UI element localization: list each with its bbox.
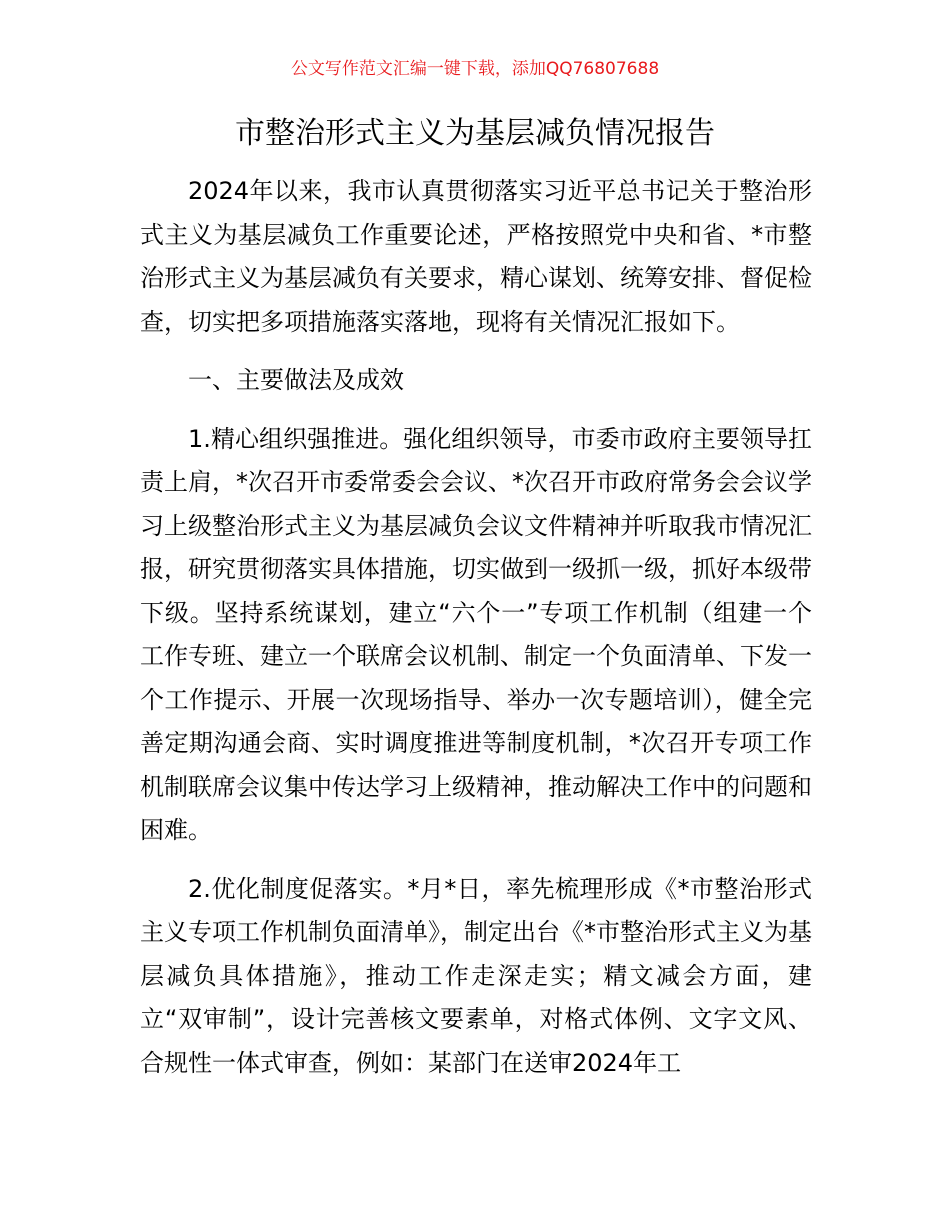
document-title: 市整治形式主义为基层减负情况报告: [235, 116, 715, 151]
header-ad-text: 公文写作范文汇编一键下载，添加QQ76807688: [290, 59, 660, 79]
document-body: [140, 170, 812, 1085]
section-heading: 一、主要做法及成效: [188, 366, 404, 394]
body-paragraph-1: 1.精心组织强推进。强化组织领导，市委市政府主要领导扛责上肩，*次召开市委常委会会议、*次召开市政府常务会会议学习上级整治形式主义为基层减负会议文件精神并听取我市情况汇报，研究贯彻落实具体措施，切实做到一级抓一级，抓好本级带下级。坚持系统谋划，建立“六个一”专项工作机制（组建一个工作专班、建立一个联席会议机制、制定一个负面清单、下发一个工作提示、开展一次现场指导、举办一次专题培训），健全完善定期沟通会商、实时调度推进等制度机制，*次召开专项工作机制联席会议集中传达学习上级精神，推动解决工作中的问题和困难。: [140, 424, 812, 844]
intro-paragraph: 2024年以来，我市认真贯彻落实习近平总书记关于整治形式主义为基层减负工作重要论述，严格按照党中央和省、*市整治形式主义为基层减负有关要求，精心谋划、统筹安排、督促检查，切实把多项措施落实落地，现将有关情况汇报如下。: [140, 177, 812, 336]
body-paragraph-2: 2.优化制度促落实。*月*日，率先梳理形成《*市整治形式主义专项工作机制负面清单》，制定出台《*市整治形式主义为基层减负具体措施》，推动工作走深走实；精文减会方面，建立“双审制”，设计完善核文要素单，对格式体例、文字文风、合规性一体式审查，例如：某部门在送审2024年工: [140, 874, 812, 1077]
